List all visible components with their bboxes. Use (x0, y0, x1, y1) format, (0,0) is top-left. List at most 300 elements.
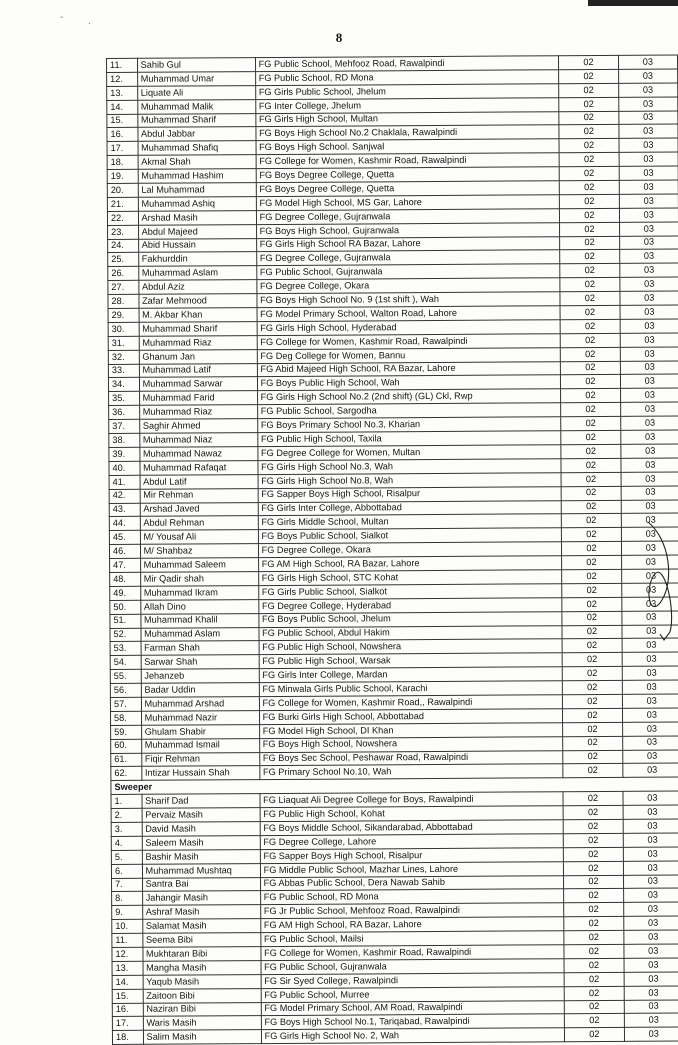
employee-name: Abdul Majeed (138, 224, 256, 239)
row-number: 24. (108, 239, 139, 253)
row-number: 55. (110, 669, 141, 683)
institution-name: FG College for Women, Kashmir Road, Rawalpindi (257, 334, 561, 350)
employee-name: Santra Bai (142, 877, 260, 892)
value-col-a: 02 (561, 375, 620, 389)
employee-name: M. Akbar Khan (139, 308, 257, 323)
employee-name: Abdul Aziz (138, 280, 256, 295)
row-number: 36. (109, 406, 140, 420)
row-number: 42. (109, 489, 140, 503)
row-number: 17. (107, 142, 138, 156)
value-col-a: 02 (563, 736, 622, 750)
institution-name: FG Public School, Mailsi (260, 931, 564, 947)
institution-name: FG Public School, Abdul Hakim (259, 625, 563, 641)
institution-name: FG Boys Public School, Sialkot (258, 528, 562, 544)
row-number: 6. (111, 864, 142, 878)
institution-name: FG Girls High School, Hyderabad (257, 320, 561, 336)
value-col-a: 02 (564, 958, 623, 972)
value-col-b: 03 (624, 944, 678, 958)
value-col-b: 03 (620, 430, 678, 444)
employee-name: Muhammad Sarwar (139, 377, 257, 392)
value-col-a: 02 (560, 222, 619, 236)
row-number: 58. (110, 711, 141, 725)
employee-name: Abdul Rehman (140, 516, 258, 531)
employee-name: Sharif Dad (142, 794, 260, 809)
value-col-a: 02 (562, 667, 621, 681)
handwritten-signature (640, 520, 678, 650)
value-col-a: 02 (561, 458, 620, 472)
value-col-b: 03 (621, 527, 678, 541)
value-col-b: 03 (624, 986, 678, 1000)
value-col-a: 02 (559, 97, 618, 111)
value-col-b: 03 (622, 638, 678, 652)
value-col-b: 03 (622, 763, 678, 777)
value-col-a: 02 (564, 944, 623, 958)
employee-name: Fakhurddin (138, 252, 256, 267)
institution-name: FG Inter College, Jhelum (255, 97, 559, 113)
institution-name: FG Public School, Sargodha (257, 403, 561, 419)
row-number: 30. (108, 322, 139, 336)
employee-name: Sahib Gul (137, 58, 255, 73)
value-col-b: 03 (619, 222, 678, 236)
employee-name: Muhammad Nawaz (139, 447, 257, 462)
table-row (112, 1027, 678, 1044)
institution-name: FG College for Women, Kashmir Road, Rawalpindi (256, 153, 560, 169)
value-col-a: 02 (560, 278, 619, 292)
row-number: 40. (109, 461, 140, 475)
institution-name: FG Boys High School. Sanjwal (256, 139, 560, 155)
value-col-a: 02 (563, 750, 622, 764)
institution-name: FG Public School, Mehfooz Road, Rawalpindi (255, 56, 559, 72)
value-col-a: 02 (563, 722, 622, 736)
value-col-a: 02 (564, 875, 623, 889)
value-col-b: 03 (619, 236, 678, 250)
employee-name: Muhammad Malik (137, 99, 255, 114)
row-number: 7. (112, 878, 143, 892)
employee-name: Liquate Ali (137, 85, 255, 100)
value-col-b: 03 (622, 680, 678, 694)
row-number: 41. (109, 475, 140, 489)
employee-name: Saghir Ahmed (139, 419, 257, 434)
row-number: 60. (111, 739, 142, 753)
institution-name: FG Public School, Gujranwala (256, 264, 560, 280)
row-number: 56. (110, 683, 141, 697)
employee-name: Yaqub Masih (143, 974, 261, 989)
value-col-b: 03 (619, 180, 678, 194)
value-col-a: 02 (560, 264, 619, 278)
institution-name: FG Girls Inter College, Mardan (259, 667, 563, 683)
value-col-a: 02 (563, 805, 622, 819)
employee-name: M/ Shahbaz (140, 544, 258, 559)
value-col-b: 03 (621, 583, 678, 597)
row-number: 10. (112, 920, 143, 934)
value-col-b: 03 (619, 152, 678, 166)
value-col-a: 02 (561, 347, 620, 361)
value-col-b: 03 (618, 83, 677, 97)
employee-name: M/ Yousaf Ali (140, 530, 258, 545)
institution-name: FG Boys Public High School, Wah (257, 375, 561, 391)
row-number: 39. (109, 447, 140, 461)
institution-name: FG AM High School, RA Bazar, Lahore (258, 556, 562, 572)
institution-name: FG Sapper Boys High School, Risalpur (260, 847, 564, 863)
row-number: 22. (107, 211, 138, 225)
value-col-a: 02 (562, 555, 621, 569)
institution-name: FG Boys Degree College, Quetta (256, 181, 560, 197)
value-col-b: 03 (620, 347, 678, 361)
institution-name: FG Abbas Public School, Dera Nawab Sahib (260, 875, 564, 891)
institution-name: FG Public School, RD Mona (260, 889, 564, 905)
institution-name: FG Girls High School No. 2, Wah (261, 1028, 565, 1044)
value-col-a: 02 (560, 250, 619, 264)
value-col-a: 02 (561, 403, 620, 417)
value-col-b: 03 (624, 972, 678, 986)
employee-name: Muhammad Nazir (141, 710, 259, 725)
institution-name: FG Degree College, Lahore (260, 834, 564, 850)
row-number: 54. (110, 656, 141, 670)
value-col-b: 03 (618, 97, 677, 111)
row-number: 29. (108, 308, 139, 322)
institution-name: FG Degree College, Gujranwala (256, 250, 560, 266)
row-number: 11. (112, 933, 143, 947)
value-col-b: 03 (623, 819, 678, 833)
value-col-b: 03 (620, 444, 678, 458)
value-col-b: 03 (623, 833, 678, 847)
value-col-b: 03 (619, 194, 678, 208)
employee-name: Muhammad Khalil (140, 613, 258, 628)
institution-name: FG Girls High School RA Bazar, Lahore (256, 236, 560, 252)
value-col-b: 03 (624, 1013, 678, 1027)
value-col-b: 03 (623, 916, 678, 930)
institution-name: FG Girls High School, STC Kohat (258, 570, 562, 586)
institution-name: FG Model Primary School, AM Road, Rawalpindi (261, 1000, 565, 1016)
institution-name: FG Degree College for Women, Multan (257, 445, 561, 461)
employee-name: Muhammad Niaz (139, 433, 257, 448)
employee-name: Salim Masih (143, 1030, 261, 1045)
value-col-b: 03 (620, 305, 678, 319)
institution-name: FG Model Primary School, Walton Road, Lahore (257, 306, 561, 322)
row-number: 28. (108, 294, 139, 308)
institution-name: FG Model High School, DI Khan (259, 722, 563, 738)
employee-name: Muhammad Shafiq (138, 141, 256, 156)
value-col-a: 02 (562, 569, 621, 583)
institution-name: FG Public School, RD Mona (255, 70, 559, 86)
value-col-a: 02 (561, 430, 620, 444)
institution-name: FG Girls High School No.2 (2nd shift) (GL) Ckl, Rwp (257, 389, 561, 405)
value-col-b: 03 (621, 569, 678, 583)
value-col-a: 02 (560, 194, 619, 208)
value-col-a: 02 (560, 292, 619, 306)
row-number: 38. (109, 433, 140, 447)
value-col-a: 02 (560, 208, 619, 222)
employee-name: Akmal Shah (138, 155, 256, 170)
value-col-a: 02 (562, 639, 621, 653)
value-col-a: 02 (559, 125, 618, 139)
institution-name: FG Girls Middle School, Multan (258, 514, 562, 530)
value-col-b: 03 (622, 694, 678, 708)
value-col-a: 02 (564, 903, 623, 917)
value-col-b: 03 (621, 541, 678, 555)
value-col-b: 03 (619, 124, 678, 138)
stray-mark: . (88, 16, 91, 27)
employee-name: Bashir Masih (142, 849, 260, 864)
institution-name: FG Degree College, Okara (256, 278, 560, 294)
value-col-b: 03 (621, 597, 678, 611)
row-number: 9. (112, 906, 143, 920)
value-col-a: 02 (565, 1014, 624, 1028)
employee-name: Jahangir Masih (142, 891, 260, 906)
value-col-b: 03 (623, 791, 678, 805)
value-col-a: 02 (565, 1028, 624, 1042)
value-col-b: 03 (623, 888, 678, 902)
value-col-b: 03 (622, 652, 678, 666)
row-number: 53. (110, 642, 141, 656)
row-number: 13. (107, 86, 138, 100)
employee-name: Muhammad Sharif (139, 322, 257, 337)
value-col-b: 03 (622, 625, 678, 639)
scan-edge-mark (588, 0, 678, 6)
institution-name: FG Boys High School No. 9 (1st shift ), Wah (257, 292, 561, 308)
employee-name: Muhammad Aslam (138, 266, 256, 281)
value-col-a: 02 (561, 444, 620, 458)
value-col-b: 03 (622, 666, 678, 680)
employee-name: Muhammad Latif (139, 363, 257, 378)
institution-name: FG Public High School, Nowshera (259, 639, 563, 655)
employee-name: David Masih (142, 822, 260, 837)
employee-name: Allah Dino (140, 599, 258, 614)
institution-name: FG Public High School, Warsak (259, 653, 563, 669)
employee-name: Waris Masih (143, 1016, 261, 1031)
row-number: 25. (108, 253, 139, 267)
institution-name: FG Boys Public School, Jhelum (258, 611, 562, 627)
row-number: 16. (112, 1003, 143, 1017)
institution-name: FG Degree College, Gujranwala (256, 209, 560, 225)
employee-name: Zaitoon Bibi (143, 988, 261, 1003)
employee-name: Saleem Masih (142, 835, 260, 850)
institution-name: FG Sapper Boys High School, Risalpur (258, 486, 562, 502)
institution-name: FG Boys Middle School, Sikandarabad, Abbottabad (260, 820, 564, 836)
value-col-a: 02 (561, 361, 620, 375)
value-col-b: 03 (618, 69, 677, 83)
institution-name: FG Middle Public School, Mazhar Lines, Lahore (260, 861, 564, 877)
employee-name: Intizar Hussain Shah (141, 766, 259, 781)
row-number: 48. (110, 572, 141, 586)
institution-name: FG Boys High School No.2 Chaklala, Rawalpindi (256, 125, 560, 141)
row-number: 2. (111, 808, 142, 822)
value-col-b: 03 (620, 402, 678, 416)
value-col-b: 03 (620, 319, 678, 333)
row-number: 46. (109, 544, 140, 558)
value-col-a: 02 (562, 625, 621, 639)
value-col-b: 03 (620, 416, 678, 430)
institution-name: FG College for Women, Kashmir Road, Rawalpindi (261, 945, 565, 961)
row-number: 61. (111, 753, 142, 767)
allocation-table (106, 55, 678, 1045)
value-col-a: 02 (564, 889, 623, 903)
employee-name: Muhammad Ashiq (138, 196, 256, 211)
value-col-a: 02 (563, 792, 622, 806)
value-col-b: 03 (619, 263, 678, 277)
employee-name: Muhammad Farid (139, 391, 257, 406)
row-number: 31. (108, 336, 139, 350)
value-col-a: 02 (564, 986, 623, 1000)
employee-name: Naziran Bibi (143, 1002, 261, 1017)
row-number: 21. (107, 197, 138, 211)
institution-name: FG Public School, Gujranwala (261, 959, 565, 975)
value-col-a: 02 (562, 528, 621, 542)
employee-name: Abdul Jabbar (137, 127, 255, 142)
value-col-a: 02 (559, 83, 618, 97)
value-col-a: 02 (562, 597, 621, 611)
row-number: 26. (108, 267, 139, 281)
institution-name: FG Girls Public School, Sialkot (258, 584, 562, 600)
institution-name: FG Public High School, Taxila (257, 431, 561, 447)
value-col-b: 03 (618, 111, 677, 125)
row-number: 12. (112, 947, 143, 961)
institution-name: FG Model High School, MS Gar, Lahore (256, 195, 560, 211)
value-col-b: 03 (624, 1027, 678, 1041)
value-col-b: 03 (623, 805, 678, 819)
employee-name: Sarwar Shah (141, 655, 259, 670)
value-col-b: 03 (623, 930, 678, 944)
institution-name: FG Abid Majeed High School, RA Bazar, Lahore (257, 361, 561, 377)
row-number: 3. (111, 822, 142, 836)
value-col-a: 02 (559, 55, 618, 69)
value-col-b: 03 (621, 486, 678, 500)
row-number: 27. (108, 281, 139, 295)
employee-name: Badar Uddin (141, 683, 259, 698)
value-col-a: 02 (559, 69, 618, 83)
row-number: 47. (110, 558, 141, 572)
row-number: 18. (112, 1031, 143, 1045)
row-number: 12. (107, 72, 138, 86)
institution-name: FG Boys High School, Gujranwala (256, 222, 560, 238)
value-col-a: 02 (562, 514, 621, 528)
row-number: 49. (110, 586, 141, 600)
row-number: 59. (111, 725, 142, 739)
employee-name: Pervaiz Masih (142, 808, 260, 823)
employee-name: Ashraf Masih (142, 905, 260, 920)
employee-name: Mukhtaran Bibi (142, 947, 260, 962)
institution-name: FG Girls High School, Multan (255, 111, 559, 127)
value-col-b: 03 (619, 208, 678, 222)
row-number: 62. (111, 767, 142, 781)
page-number: 8 (335, 30, 343, 45)
row-number: 13. (112, 961, 143, 975)
value-col-a: 02 (565, 1000, 624, 1014)
employee-name: Muhammad Saleem (140, 558, 258, 573)
value-col-a: 02 (560, 236, 619, 250)
value-col-b: 03 (622, 708, 678, 722)
institution-name: FG Jr Public School, Mehfooz Road, Rawalpindi (260, 903, 564, 919)
institution-name: FG Primary School No.10, Wah (259, 764, 563, 780)
employee-name: Lal Muhammad (138, 183, 256, 198)
row-number: 8. (112, 892, 143, 906)
row-number: 51. (110, 614, 141, 628)
value-col-a: 02 (562, 583, 621, 597)
institution-name: FG Boys High School, Nowshera (259, 736, 563, 752)
value-col-b: 03 (622, 736, 678, 750)
value-col-b: 03 (619, 249, 678, 263)
row-number: 15. (112, 989, 143, 1003)
value-col-a: 02 (564, 930, 623, 944)
institution-name: FG AM High School, RA Bazar, Lahore (260, 917, 564, 933)
employee-name: Farman Shah (141, 641, 259, 656)
value-col-a: 02 (563, 680, 622, 694)
value-col-a: 02 (559, 139, 618, 153)
row-number: 23. (108, 225, 139, 239)
row-number: 1. (111, 794, 142, 808)
employee-name: Abdul Latif (140, 474, 258, 489)
value-col-b: 03 (619, 166, 678, 180)
employee-name: Muhammad Riaz (139, 405, 257, 420)
value-col-a: 02 (563, 819, 622, 833)
institution-name: FG Public High School, Kohat (260, 806, 564, 822)
row-number: 34. (108, 378, 139, 392)
employee-name: Muhammad Aslam (141, 627, 259, 642)
employee-name: Muhammad Ismail (141, 738, 259, 753)
row-number: 16. (107, 128, 138, 142)
row-number: 14. (107, 100, 138, 114)
employee-name: Arshad Masih (138, 210, 256, 225)
employee-name: Arshad Javed (140, 502, 258, 517)
value-col-a: 02 (560, 305, 619, 319)
employee-name: Ghulam Shabir (141, 724, 259, 739)
employee-name: Muhammad Arshad (141, 697, 259, 712)
value-col-b: 03 (620, 374, 678, 388)
value-col-a: 02 (559, 153, 618, 167)
row-number: 44. (109, 517, 140, 531)
employee-name: Muhammad Ikram (140, 585, 258, 600)
institution-name: FG Girls Public School, Jhelum (255, 84, 559, 100)
section-title: Sweeper (111, 777, 678, 794)
employee-name: Salamat Masih (142, 919, 260, 934)
value-col-b: 03 (620, 388, 678, 402)
institution-name: FG Boys High School No.1, Tariqabad, Rawalpindi (261, 1014, 565, 1030)
value-col-a: 02 (564, 847, 623, 861)
institution-name: FG Sir Syed College, Rawalpindi (261, 972, 565, 988)
row-number: 33. (108, 364, 139, 378)
value-col-a: 02 (563, 764, 622, 778)
value-col-b: 03 (621, 513, 678, 527)
row-number: 4. (111, 836, 142, 850)
value-col-a: 02 (560, 319, 619, 333)
value-col-a: 02 (559, 111, 618, 125)
value-col-b: 03 (620, 333, 678, 347)
employee-name: Abid Hussain (138, 238, 256, 253)
institution-name: FG Degree College, Hyderabad (258, 597, 562, 613)
stray-mark: - (60, 12, 64, 23)
employee-name: Muhammad Umar (137, 71, 255, 86)
value-col-a: 02 (563, 708, 622, 722)
employee-name: Seema Bibi (142, 933, 260, 948)
row-number: 37. (109, 419, 140, 433)
employee-name: Mir Rehman (140, 488, 258, 503)
row-number: 17. (112, 1017, 143, 1031)
institution-name: FG Degree College, Okara (258, 542, 562, 558)
employee-name: Mir Qadir shah (140, 572, 258, 587)
row-number: 45. (109, 531, 140, 545)
value-col-a: 02 (560, 180, 619, 194)
value-col-a: 02 (559, 166, 618, 180)
row-number: 19. (107, 169, 138, 183)
row-number: 57. (110, 697, 141, 711)
employee-name: Fiqir Rehman (141, 752, 259, 767)
row-number: 5. (111, 850, 142, 864)
institution-name: FG Deg College for Women, Bannu (257, 347, 561, 363)
value-col-a: 02 (564, 833, 623, 847)
value-col-b: 03 (619, 138, 678, 152)
row-number: 20. (107, 183, 138, 197)
institution-name: FG Boys Sec School, Peshawar Road, Rawalpindi (259, 750, 563, 766)
